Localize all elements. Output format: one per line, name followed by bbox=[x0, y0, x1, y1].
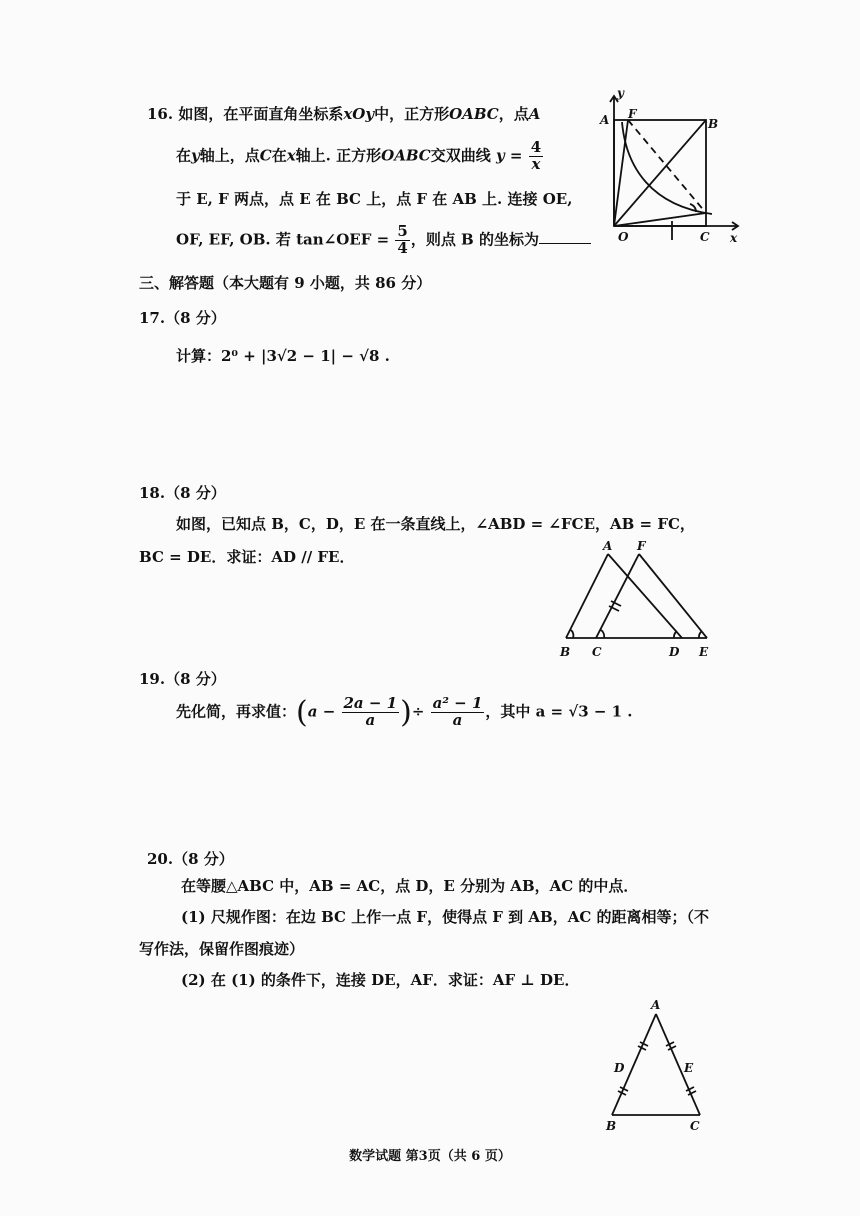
q16-line-2: 在y轴上，点C在x轴上. 正方形OABC交双曲线 y = $\frac{4}{x}$ bbox=[176, 138, 542, 173]
section-3-heading: 三、解答题（本大题有 9 小题，共 86 分） bbox=[139, 274, 432, 292]
q19-header: 19.（8 分） bbox=[139, 670, 226, 688]
fig18-label-c: C bbox=[592, 645, 602, 659]
q20-line-4: (2) 在 (1) 的条件下，连接 DE，AF．求证：AF ⊥ DE． bbox=[181, 971, 580, 989]
fig20-label-b: B bbox=[606, 1119, 617, 1133]
q20-line-3: 写作法，保留作图痕迹） bbox=[139, 940, 305, 958]
fig16-label-f: F bbox=[628, 107, 637, 121]
fig20-label-c: C bbox=[690, 1119, 700, 1133]
fig16-label-a: A bbox=[600, 113, 610, 127]
fig18-label-b: B bbox=[560, 645, 571, 659]
fig18-label-a: A bbox=[603, 539, 613, 553]
q16-line-4: OF, EF, OB. 若 tan∠OEF = $\frac{5}{4}$ ，则点 B 的坐标为 bbox=[176, 224, 591, 257]
q19-fraction-2: $\frac{\text{a² − 1}}{a}$ bbox=[432, 694, 483, 729]
fig18-label-d: D bbox=[669, 645, 680, 659]
q18-header: 18.（8 分） bbox=[139, 484, 226, 502]
q17-body: 计算：2⁰ + |3√2 − 1| − √8 . bbox=[176, 347, 390, 365]
fig16-label-c: C bbox=[700, 230, 710, 244]
fig18-label-f: F bbox=[637, 539, 646, 553]
q20-header: 20.（8 分） bbox=[147, 850, 234, 868]
fig20-label-d: D bbox=[614, 1061, 625, 1075]
q20-line-1: 在等腰△ABC 中，AB = AC，点 D，E 分别为 AB，AC 的中点． bbox=[181, 877, 639, 895]
answer-blank bbox=[539, 231, 591, 244]
fig18-label-e: E bbox=[699, 645, 709, 659]
q17-header: 17.（8 分） bbox=[139, 309, 226, 327]
curve-fraction: $\frac{4}{x}$ bbox=[530, 138, 542, 173]
q20-line-2: (1) 尺规作图：在边 BC 上作一点 F，使得点 F 到 AB，AC 的距离相等；（不 bbox=[181, 908, 709, 926]
fig20-label-a: A bbox=[651, 998, 661, 1012]
q18-figure bbox=[553, 534, 719, 662]
fig20-label-e: E bbox=[684, 1061, 694, 1075]
fig16-label-x: x bbox=[730, 231, 738, 245]
page-footer: 数学试题 第3页（共 6 页） bbox=[349, 1149, 511, 1164]
q18-line-1: 如图，已知点 B，C，D，E 在一条直线上，∠ABD = ∠FCE，AB = FC， bbox=[176, 515, 695, 533]
fig16-label-b: B bbox=[708, 117, 719, 131]
tan-fraction: $\frac{5}{4}$ bbox=[397, 222, 408, 257]
fig16-label-y: y bbox=[617, 88, 624, 100]
q19-body: 先化简，再求值：(a − $\frac{2a - 1}{a}$ )÷ $\frac{\text{a² − 1}}{a}$ ，其中 a = √3 − 1 . bbox=[176, 694, 633, 730]
q16-figure bbox=[592, 88, 742, 246]
fig16-label-o: O bbox=[618, 230, 629, 244]
q16-line-1: 16. 如图，在平面直角坐标系xOy中，正方形OABC，点A bbox=[147, 105, 541, 123]
q19-fraction-1: $\frac{2a - 1}{a}$ bbox=[343, 694, 398, 729]
q20-figure bbox=[600, 996, 716, 1134]
q16-line-3: 于 E, F 两点，点 E 在 BC 上，点 F 在 AB 上. 连接 OE, bbox=[176, 190, 573, 208]
q18-line-2: BC = DE．求证：AD // FE． bbox=[139, 548, 355, 566]
